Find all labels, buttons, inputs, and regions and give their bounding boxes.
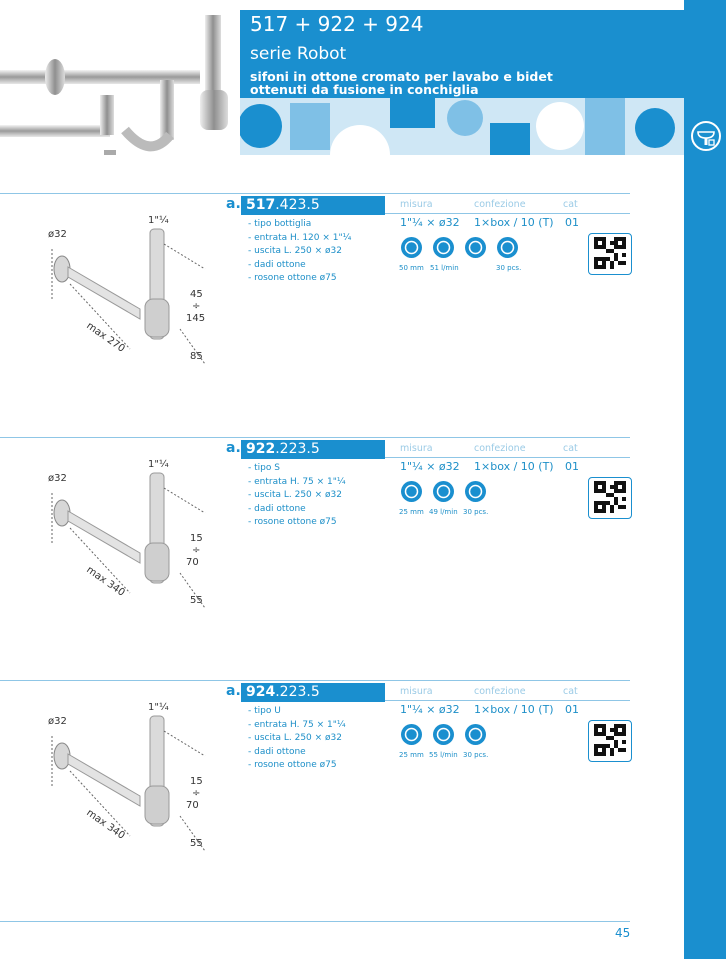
section-divider (0, 193, 630, 194)
icon-caption: 25 mm (399, 751, 424, 759)
decorative-tiles (240, 98, 684, 155)
product-code-prefix: 517 (246, 197, 276, 213)
box-icon (465, 724, 486, 745)
column-header-misura: misura (400, 199, 433, 210)
description-line-2: ottenuti da fusione in conchiglia (250, 82, 479, 97)
dim-max-length: max 340 (84, 564, 127, 599)
dim-outlet-diameter: ø32 (48, 716, 67, 727)
page-subtitle: serie Robot (250, 44, 347, 64)
product-code-prefix: 922 (246, 441, 276, 457)
dim-depth: 55 (190, 838, 203, 849)
header-banner (0, 0, 684, 155)
cat-value: 01 (565, 703, 579, 716)
column-header-confezione: confezione (474, 199, 526, 210)
spec-item: - uscita L. 250 × ø32 (248, 246, 342, 256)
dim-height-min: 15 (190, 776, 203, 787)
box-icon (465, 481, 486, 502)
dim-inlet-size: 1"¼ (148, 702, 169, 713)
icon-caption: 25 mm (399, 508, 424, 516)
spec-item: - tipo S (248, 463, 280, 473)
spec-item: - dadi ottone (248, 503, 306, 514)
icon-caption: 30 pcs. (496, 264, 522, 272)
page-title: 517 + 922 + 924 (250, 12, 424, 36)
sink-icon (690, 120, 722, 152)
product-photo (0, 10, 240, 155)
confezione-value: 1×box / 10 (T) (474, 460, 554, 473)
box-icon (497, 237, 518, 258)
spec-item: - dadi ottone (248, 259, 306, 270)
page-bottom-divider (0, 921, 630, 922)
technical-drawing (0, 696, 226, 896)
dim-outlet-diameter: ø32 (48, 473, 67, 484)
spec-list (248, 462, 393, 530)
dim-depth: 55 (190, 595, 203, 606)
column-header-confezione: confezione (474, 686, 526, 697)
section-divider (0, 680, 630, 681)
product-code-suffix: .223.5 (275, 441, 320, 457)
icon-caption: 51 l/min (430, 264, 459, 272)
product-code-suffix: .223.5 (275, 684, 320, 700)
page-number: 45 (615, 926, 631, 940)
dim-max-length: max 340 (84, 807, 127, 842)
spec-item: - entrata H. 120 × 1"¼ (248, 232, 352, 243)
misura-value: 1"¼ × ø32 (400, 460, 460, 473)
icon-caption: 49 l/min (429, 508, 458, 516)
dots-icon (465, 237, 486, 258)
confezione-value: 1×box / 10 (T) (474, 216, 554, 229)
product-code-suffix: .423.5 (275, 197, 320, 213)
header-underline (385, 457, 630, 458)
dim-height-min: 45 (190, 289, 203, 300)
confezione-value: 1×box / 10 (T) (474, 703, 554, 716)
misura-value: 1"¼ × ø32 (400, 703, 460, 716)
product-section (0, 680, 684, 920)
spec-item: - rosone ottone ø75 (248, 760, 337, 770)
misura-value: 1"¼ × ø32 (400, 216, 460, 229)
technical-drawing (0, 453, 226, 653)
column-header-misura: misura (400, 686, 433, 697)
flow-icon (433, 481, 454, 502)
dim-range-sign: ÷ (192, 301, 201, 312)
qr-code-icon[interactable] (588, 477, 632, 519)
dim-max-length: max 270 (84, 320, 127, 355)
icon-caption: 30 pcs. (463, 751, 489, 759)
description-line-1: sifoni in ottone cromato per lavabo e bidet (250, 69, 553, 84)
drain-icon (401, 481, 422, 502)
qr-code-icon[interactable] (588, 720, 632, 762)
item-label: a. (226, 440, 241, 456)
icon-caption: 50 mm (399, 264, 424, 272)
qr-code-icon[interactable] (588, 233, 632, 275)
product-section (0, 193, 684, 433)
icon-caption: 30 pcs. (463, 508, 489, 516)
spec-item: - dadi ottone (248, 746, 306, 757)
technical-drawing (0, 209, 226, 409)
flow-icon (433, 237, 454, 258)
drain-icon (401, 724, 422, 745)
icon-caption: 55 l/min (429, 751, 458, 759)
cat-value: 01 (565, 460, 579, 473)
column-header-cat: cat (563, 199, 578, 210)
spec-item: - rosone ottone ø75 (248, 273, 337, 283)
header-underline (385, 213, 630, 214)
section-divider (0, 437, 630, 438)
dim-inlet-size: 1"¼ (148, 215, 169, 226)
column-header-confezione: confezione (474, 443, 526, 454)
product-code (241, 440, 385, 459)
dim-height-max: 145 (186, 313, 206, 324)
column-header-cat: cat (563, 443, 578, 454)
dim-height-max: 70 (186, 557, 199, 568)
spec-item: - uscita L. 250 × ø32 (248, 733, 342, 743)
item-label: a. (226, 196, 241, 212)
product-code (241, 683, 385, 702)
page-description (250, 70, 670, 96)
spec-item: - tipo U (248, 706, 281, 716)
dim-range-sign: ÷ (192, 788, 201, 799)
spec-item: - entrata H. 75 × 1"¼ (248, 476, 346, 487)
flow-icon (433, 724, 454, 745)
item-label: a. (226, 683, 241, 699)
spec-item: - rosone ottone ø75 (248, 517, 337, 527)
spec-item: - entrata H. 75 × 1"¼ (248, 719, 346, 730)
column-header-misura: misura (400, 443, 433, 454)
drain-icon (401, 237, 422, 258)
dim-height-min: 15 (190, 533, 203, 544)
cat-value: 01 (565, 216, 579, 229)
spec-list (248, 705, 393, 773)
header-underline (385, 700, 630, 701)
spec-item: - uscita L. 250 × ø32 (248, 490, 342, 500)
product-code-prefix: 924 (246, 684, 276, 700)
dim-depth: 85 (190, 351, 203, 362)
dim-range-sign: ÷ (192, 545, 201, 556)
product-section (0, 437, 684, 677)
dim-inlet-size: 1"¼ (148, 459, 169, 470)
spec-list (248, 218, 393, 286)
spec-item: - tipo bottiglia (248, 219, 312, 229)
dim-height-max: 70 (186, 800, 199, 811)
product-code (241, 196, 385, 215)
dim-outlet-diameter: ø32 (48, 229, 67, 240)
column-header-cat: cat (563, 686, 578, 697)
